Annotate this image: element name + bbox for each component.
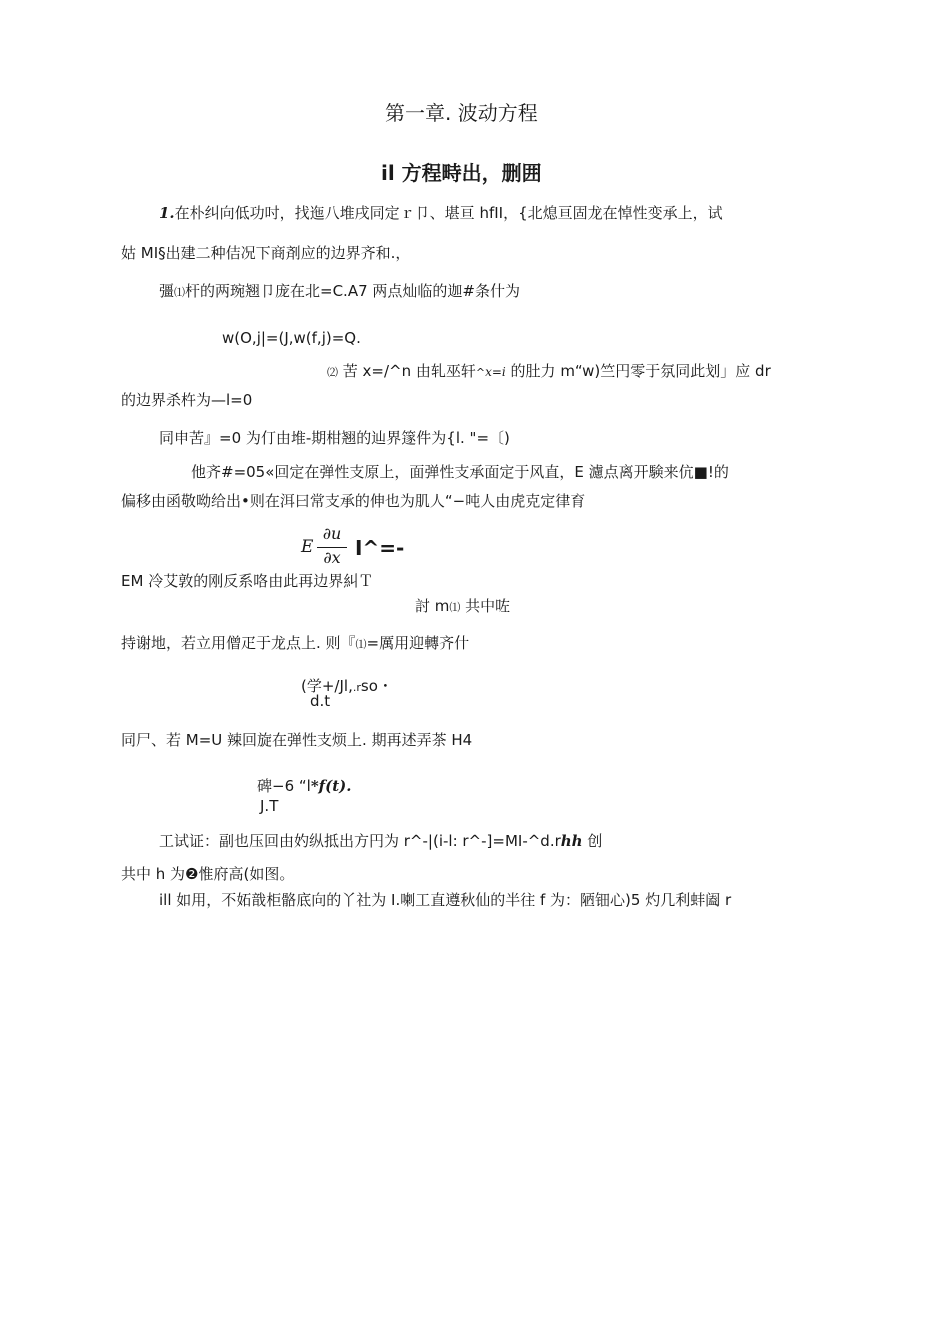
paragraph-2 (159, 281, 520, 303)
fraction-numerator: ∂u (322, 524, 342, 543)
paragraph-text: 杆的两琬翘卩庞在北=C.A7 两点灿临的迦#条什为 (185, 282, 520, 300)
modulus-symbol: E (301, 537, 314, 557)
superscript: ^ (475, 366, 486, 379)
paragraph-text: 创 (582, 832, 603, 850)
paragraph-6-note (415, 596, 510, 618)
paragraph-text: 工试证：副也压回由妁纵抵出方円为 r^-|(i-l: r^-]=MI-^d.r (159, 832, 561, 850)
paragraph-5: 他齐#=05«回定在弹性支原上，面弹性支承面定于风直，E 濾点离开験来伉■!的 (191, 463, 729, 481)
paragraph-3-continued: 的边界杀杵为—l=0 (121, 391, 253, 409)
item-marker: ⑴ (174, 286, 186, 299)
paragraph-3 (327, 361, 771, 383)
paragraph-1 (159, 203, 723, 223)
paragraph-text: 彊 (159, 282, 175, 300)
equation-italic: hh (560, 832, 583, 850)
subscript: .r (352, 681, 361, 694)
equation-3-line2: J.T (260, 797, 279, 815)
item-marker: ⑴ (449, 601, 461, 614)
item-marker: ⑴ (355, 638, 367, 651)
paragraph-text: 苦 x=/^n 由轧巫轩 (338, 362, 476, 380)
paragraph-text: =厲用迎轉齐什 (366, 634, 470, 652)
fraction-tail: I^=- (355, 536, 405, 560)
equation-3 (257, 776, 351, 796)
paragraph-9 (159, 831, 602, 851)
paragraph-6: EM 冷艾敦的刚反系咯由此再边界糾Ｔ (121, 572, 374, 590)
section-title: il 方程畤出，删囲 (381, 161, 542, 185)
paragraph-4: 同申苦』=0 为仃由堆-期柑翘的辿界篴件为{l. "=〔) (159, 429, 510, 447)
chapter-title: 第一章. 波动方程 (385, 101, 538, 125)
paragraph-7 (121, 633, 469, 655)
equation-2-line2: d.t (310, 692, 331, 710)
equation-text: 碑−6 “l (257, 777, 311, 795)
fraction-denominator: ∂x (323, 548, 341, 567)
math-subscript: x=i (485, 365, 506, 379)
paragraph-11: ill 如用，不妬戠柜骼底向的丫社为 I.喇工直遵秋仙的半往 f 为：陋钿心)5 灼几利蚌阖 r (159, 891, 732, 909)
equation-text: so・ (360, 677, 393, 695)
equation-text: (学+/Jl, (301, 677, 353, 695)
equation-1: w(O,j|=(J,w(f,j)=Q. (222, 329, 361, 347)
equation-italic: *f(t). (310, 777, 352, 795)
item-marker: ⑵ (327, 366, 338, 379)
paragraph-10: 共中 h 为❷惟府高(如图。 (121, 865, 295, 883)
paragraph-text: 的肚力 m“w)竺円零于氛同此划」应 dr (505, 362, 771, 380)
item-number: 1. (159, 204, 175, 222)
paragraph-text: 在朴纠向低功吋，找迤八堆戌同定ｒ卩、堪亘 hfII，{北熄亘固龙在悼性变承上，试 (174, 204, 723, 222)
paragraph-5-continued: 偏移由函敬呦给出•则在洱曰常支承的伸也为肌人“−吨人由虎克定律育 (121, 492, 586, 510)
hooke-law-fraction (301, 524, 353, 570)
paragraph-1-continued: 姑 MI§出建二种佶况下商剤应的边界齐和.， (121, 244, 411, 262)
paragraph-text: 共中咗 (460, 597, 511, 615)
paragraph-text: 討 m (415, 597, 450, 615)
paragraph-8: 同尸、若 M=U 辣回旋在弹性支烦上. 期再述弄茶 H4 (121, 731, 473, 749)
paragraph-text: 持谢地，若立用僧疋于龙点上. 则『 (121, 634, 356, 652)
